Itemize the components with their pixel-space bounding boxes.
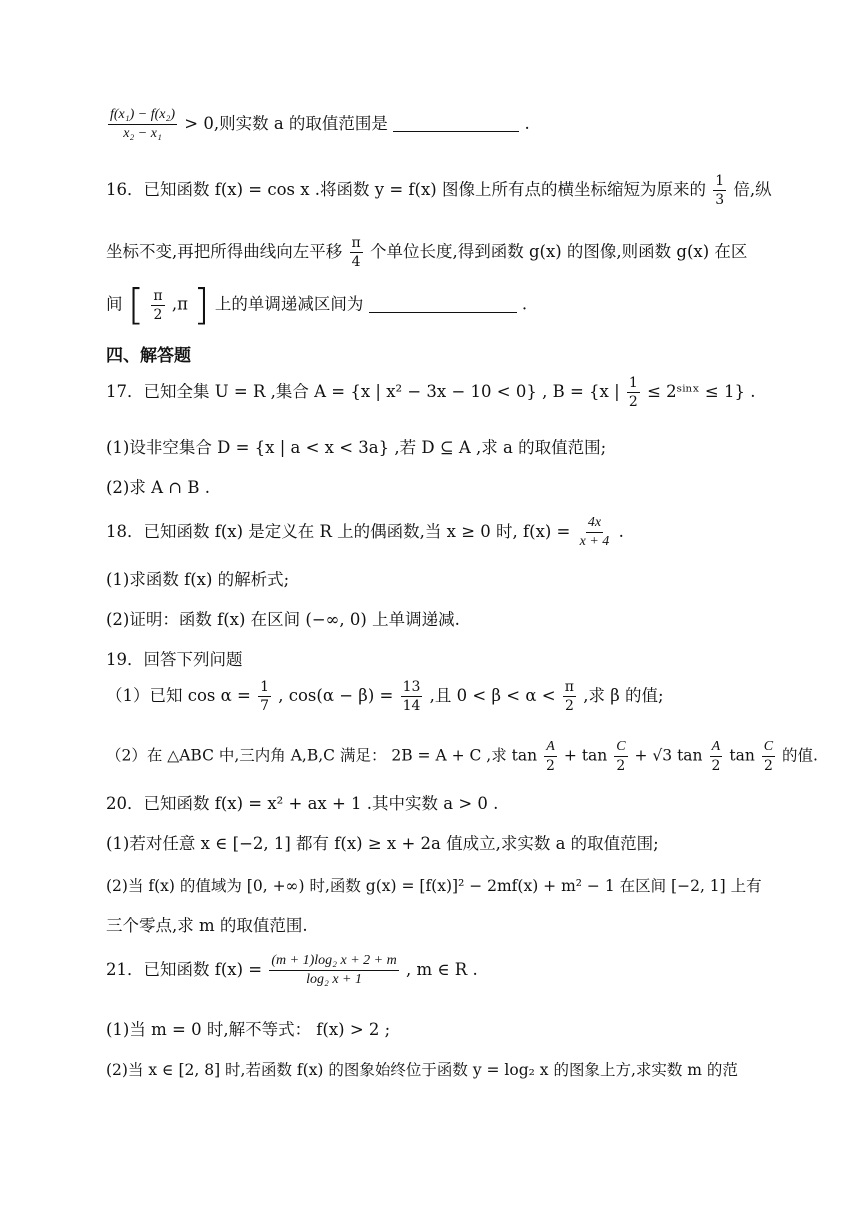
fraction: $\frac{C}{2}$ xyxy=(763,739,774,774)
problem-19-q2: （2）在 △ABC 中,三内角 A,B,C 满足： 2B = A + C ,求 tan $\frac{A}{2}$ + tan $\frac{C}{2}$ + √3 tan $\frac{A}{2}$ tan $\frac{C}{2}$ 的值. xyxy=(106,739,818,774)
fraction: $\frac{\text{(m + 1)log₂ x + 2 + m}}{\text{log₂ x + 1}}$ xyxy=(271,953,397,987)
problem-16-line-1: 16．已知函数 f(x) = cos x .将函数 y = f(x) 图像上所有点的横坐标缩短为原来的 $\frac{1}{3}$ 倍,纵 xyxy=(106,173,772,208)
fraction: $\frac{\pi}{4}$ xyxy=(351,235,361,270)
problem-19-q1: （1）已知 cos α = $\frac{1}{7}$ , cos(α − β) = $\frac{13}{14}$ ,且 0 < β < α < $\frac{\pi}{2}$ ,求 β 的值; xyxy=(106,679,664,714)
problem-15-tail: $\frac{\text{f(x₁) − f(x₂)}}{\text{x₂ − x₁}}$ > 0,则实数 a 的取值范围是 . xyxy=(110,107,530,141)
problem-21-q1: (1)当 m = 0 时,解不等式： f(x) > 2 ; xyxy=(106,1020,391,1039)
problem-17-stem: 17．已知全集 U = R ,集合 A = {x | x² − 3x − 10 < 0} , B = {x | $\frac{1}{2}$ ≤ 2ˢⁱⁿˣ ≤ 1} . xyxy=(106,375,756,410)
left-bracket: [ xyxy=(127,280,145,329)
problem-text: > 0,则实数 a 的取值范围是 xyxy=(184,114,388,133)
fraction: $\frac{C}{2}$ xyxy=(616,739,626,774)
fraction: $\frac{A}{2}$ xyxy=(546,739,555,774)
fraction: $\frac{1}{2}$ xyxy=(628,375,638,410)
fraction: $\frac{4x}{x + 4}$ xyxy=(579,515,610,549)
fraction: $\frac{13}{14}$ xyxy=(402,679,421,714)
answer-blank[interactable] xyxy=(393,113,519,132)
fraction: $\frac{\pi}{2}$ xyxy=(564,679,574,714)
section-title: 四、解答题 xyxy=(106,346,191,366)
answer-blank[interactable] xyxy=(369,294,517,313)
fraction: $\frac{\pi}{2}$ xyxy=(153,287,163,323)
problem-18-q1: (1)求函数 f(x) 的解析式; xyxy=(106,570,290,589)
problem-17-q1: (1)设非空集合 D = {x | a < x < 3a} ,若 D ⊆ A ,求 a 的取值范围; xyxy=(106,438,607,457)
fraction: $\frac{A}{2}$ xyxy=(711,739,721,774)
problem-18-q2: (2)证明：函数 f(x) 在区间 (−∞, 0) 上单调递减. xyxy=(106,610,460,629)
fraction: $\frac{1}{7}$ xyxy=(260,679,270,714)
fraction: $\frac{1}{3}$ xyxy=(715,173,725,208)
problem-21-q2: (2)当 x ∈ [2, 8] 时,若函数 f(x) 的图象始终位于函数 y = log₂ x 的图象上方,求实数 m 的范 xyxy=(106,1061,738,1079)
fraction: $\frac{\text{f(x₁) − f(x₂)}}{\text{x₂ − x₁}}$ xyxy=(110,107,176,141)
right-bracket: ] xyxy=(193,280,210,329)
problem-20-q2-line-2: 三个零点,求 m 的取值范围. xyxy=(106,916,308,935)
problem-20-stem: 20．已知函数 f(x) = x² + ax + 1 .其中实数 a > 0 . xyxy=(106,794,499,813)
problem-17-q2: (2)求 A ∩ B . xyxy=(106,478,210,497)
problem-19-stem: 19．回答下列问题 xyxy=(106,650,243,669)
problem-18-stem: 18．已知函数 f(x) 是定义在 R 上的偶函数,当 x ≥ 0 时, f(x) = $\frac{4x}{x + 4}$ . xyxy=(106,515,624,549)
problem-16-line-3: 间 [ $\frac{\pi}{2}$ ,π ] 上的单调递减区间为 . xyxy=(106,280,528,329)
problem-20-q2-line-1: (2)当 f(x) 的值域为 [0, +∞) 时,函数 g(x) = [f(x)]² − 2mf(x) + m² − 1 在区间 [−2, 1] 上有 xyxy=(106,877,762,895)
problem-20-q1: (1)若对任意 x ∈ [−2, 1] 都有 f(x) ≥ x + 2a 值成立,求实数 a 的取值范围; xyxy=(106,834,659,853)
problem-16-line-2: 坐标不变,再把所得曲线向左平移 $\frac{\pi}{4}$ 个单位长度,得到函数 g(x) 的图像,则函数 g(x) 在区 xyxy=(106,235,748,270)
problem-21-stem: 21．已知函数 f(x) = $\frac{\text{(m + 1)log₂ x + 2 + m}}{\text{log₂ x + 1}}$ , m ∈ R . xyxy=(106,953,478,987)
